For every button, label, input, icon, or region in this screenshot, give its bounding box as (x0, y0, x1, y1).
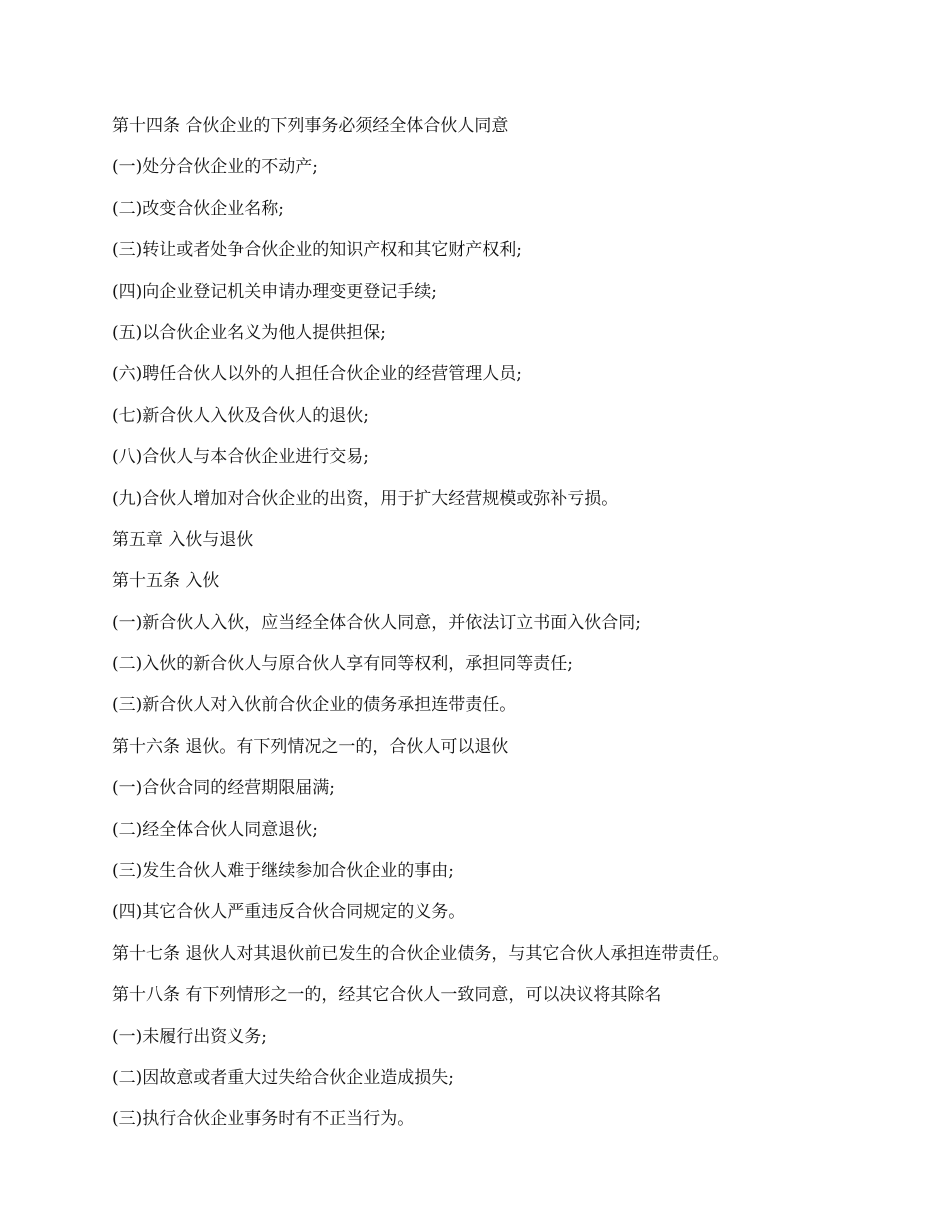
list-item: (一)新合伙人入伙，应当经全体合伙人同意，并依法订立书面入伙合同; (112, 612, 641, 633)
list-item: (五)以合伙企业名义为他人提供担保; (112, 322, 386, 343)
list-item: (二)经全体合伙人同意退伙; (112, 819, 318, 840)
list-item: (一)合伙合同的经营期限届满; (112, 778, 335, 799)
list-item: (一)处分合伙企业的不动产; (112, 157, 318, 178)
list-item: (三)转让或者处争合伙企业的知识产权和其它财产权利; (112, 240, 522, 261)
list-item: (七)新合伙人入伙及合伙人的退伙; (112, 405, 369, 426)
list-item: (二)因故意或者重大过失给合伙企业造成损失; (112, 1067, 454, 1088)
list-item: (二)改变合伙企业名称; (112, 198, 284, 219)
list-item: (四)向企业登记机关申请办理变更登记手续; (112, 281, 437, 302)
document-body (112, 111, 912, 1146)
list-item: (三)发生合伙人难于继续参加合伙企业的事由; (112, 861, 454, 882)
list-item: (三)执行合伙企业事务时有不正当行为。 (112, 1109, 415, 1130)
list-item: (一)未履行出资义务; (112, 1026, 267, 1047)
list-item: (九)合伙人增加对合伙企业的出资，用于扩大经营规模或弥补亏损。 (112, 488, 619, 509)
article-18-heading: 第十八条 有下列情形之一的，经其它合伙人一致同意，可以决议将其除名 (112, 985, 662, 1006)
article-17-paragraph: 第十七条 退伙人对其退伙前已发生的合伙企业债务，与其它合伙人承担连带责任。 (112, 943, 730, 964)
article-14-heading: 第十四条 合伙企业的下列事务必须经全体合伙人同意 (112, 116, 509, 136)
list-item: (三)新合伙人对入伙前合伙企业的债务承担连带责任。 (112, 695, 517, 716)
list-item: (四)其它合伙人严重违反合伙合同规定的义务。 (112, 902, 466, 923)
chapter-5-heading: 第五章 入伙与退伙 (112, 529, 254, 550)
article-15-heading: 第十五条 入伙 (112, 571, 220, 592)
article-16-heading: 第十六条 退伙。有下列情况之一的，合伙人可以退伙 (112, 736, 509, 757)
list-item: (二)入伙的新合伙人与原合伙人享有同等权利，承担同等责任; (112, 654, 573, 675)
list-item: (六)聘任合伙人以外的人担任合伙企业的经营管理人员; (112, 364, 522, 385)
list-item: (八)合伙人与本合伙企业进行交易; (112, 447, 369, 468)
